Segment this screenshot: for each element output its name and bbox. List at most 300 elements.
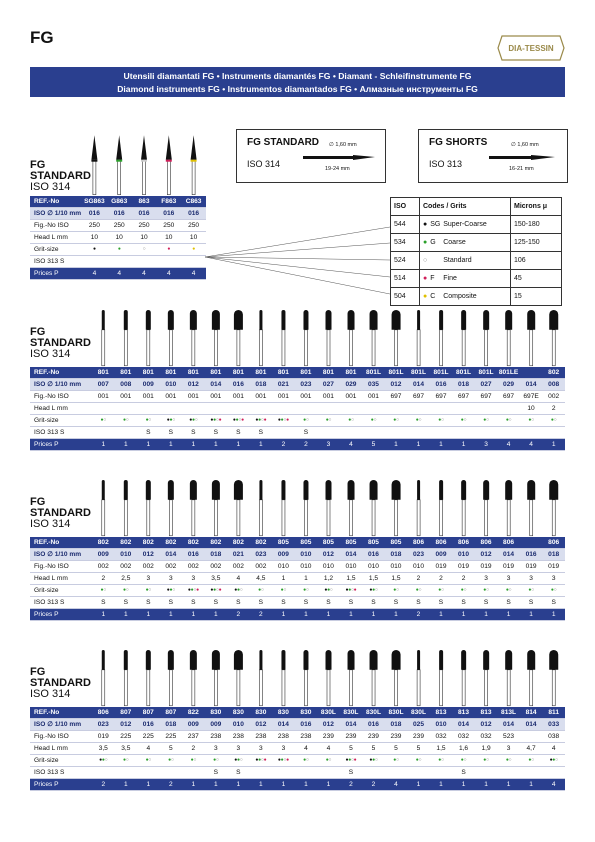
grit-dot-icon: ○ — [104, 757, 108, 763]
size-cell: 010 — [452, 549, 475, 561]
head-cell: 4 — [137, 743, 160, 755]
ref-cell: 822 — [182, 707, 205, 719]
ref-cell: 802 — [137, 537, 160, 549]
grit-dot-icon: ● — [325, 417, 329, 423]
grit-cell — [181, 244, 206, 256]
grit-dot-icon: ● — [145, 757, 149, 763]
prices-cell: 1 — [205, 439, 228, 451]
grit-dot-icon: ● — [232, 417, 236, 423]
grit-dot-icon: ○ — [553, 587, 557, 593]
ref-cell: 801 — [340, 367, 363, 379]
iso313-cell — [250, 767, 273, 779]
size-cell: 018 — [452, 379, 475, 391]
iso313-cell — [160, 767, 183, 779]
grit-dot-icon: ● — [189, 417, 192, 423]
prices-cell: 1 — [407, 779, 430, 791]
grit-cell — [317, 585, 340, 597]
head-cell: 2 — [452, 573, 475, 585]
section-title-fg: FG — [30, 326, 46, 338]
prices-cell: 1 — [272, 609, 295, 621]
row-label: Head L mm — [30, 232, 82, 244]
prices-cell: 2 — [340, 779, 363, 791]
grit-dot-icon: ○ — [395, 757, 399, 763]
fig-cell: 001 — [317, 391, 340, 403]
fig-cell: 032 — [430, 731, 453, 743]
iso313-cell: S — [362, 597, 385, 609]
grit-cell — [295, 755, 318, 767]
grit-dot-icon: ○ — [555, 757, 558, 763]
grit-cell — [295, 415, 318, 427]
iso313-cell — [295, 767, 318, 779]
grit-cell — [385, 585, 408, 597]
ref-cell: 806 — [475, 537, 498, 549]
grit-cell — [340, 585, 363, 597]
prices-cell: 1 — [227, 779, 250, 791]
grit-dot-icon: ● — [549, 757, 553, 763]
ref-cell: G863 — [107, 196, 132, 208]
head-cell: 2 — [407, 573, 430, 585]
head-cell: 3 — [520, 573, 543, 585]
bur-icon — [281, 310, 285, 366]
ref-cell: 801L — [362, 367, 385, 379]
grit-dot-icon: ● — [213, 417, 216, 423]
grit-dot-icon: ● — [101, 757, 105, 763]
grit-cell — [160, 415, 183, 427]
section-iso: ISO 314 — [30, 181, 71, 193]
iso-size-row — [30, 379, 565, 391]
grit-row — [30, 755, 565, 767]
banner-line-1: Utensili diamantati FG • Instruments diamantés FG • Diamant - Schleifinstrumente FG — [123, 71, 472, 81]
legend-code-letter: SG — [430, 221, 441, 228]
bur-icon — [326, 310, 332, 366]
size-cell: 012 — [182, 379, 205, 391]
bur-icon — [348, 650, 355, 706]
row-label: REF.-No — [30, 367, 92, 379]
fig-cell: 250 — [107, 220, 132, 232]
prices-cell: 1 — [542, 439, 565, 451]
instrument-drawings — [30, 305, 565, 367]
ref-cell: 805 — [385, 537, 408, 549]
prices-row — [30, 268, 206, 280]
prices-cell: 4 — [385, 779, 408, 791]
ref-cell: 801 — [317, 367, 340, 379]
grit-cell — [407, 585, 430, 597]
legend-microns: 150-180 — [511, 216, 562, 234]
fig-cell: 019 — [497, 561, 520, 573]
row-label: REF.-No — [30, 707, 92, 719]
grit-dot-icon: ○ — [418, 417, 422, 423]
grit-dot-icon: ○ — [260, 417, 264, 423]
grit-row — [30, 244, 206, 256]
ref-cell: 807 — [160, 707, 183, 719]
grit-dot-icon: ● — [255, 757, 259, 763]
ref-cell: 806 — [542, 537, 565, 549]
head-row — [30, 403, 565, 415]
size-cell: 035 — [362, 379, 385, 391]
head-cell — [475, 403, 498, 415]
bur-icon — [326, 480, 332, 536]
row-label: Head L mm — [30, 403, 92, 415]
grit-cell — [475, 755, 498, 767]
grit-cell — [362, 415, 385, 427]
fig-cell: 238 — [272, 731, 295, 743]
box-title: FG STANDARD — [247, 137, 320, 148]
fig-row — [30, 391, 565, 403]
grit-dot-icon: ● — [187, 587, 191, 593]
row-label: ISO 313 S — [30, 427, 92, 439]
bur-icon — [259, 480, 262, 536]
head-cell — [340, 403, 363, 415]
grit-dot-icon: ● — [423, 275, 428, 282]
legend-header-iso: ISO — [391, 198, 420, 216]
banner-line-2: Diamond instruments FG • Instrumentos diamantados FG • Алмазные инструменты FG — [117, 84, 478, 94]
grit-dot-icon: ● — [528, 757, 532, 763]
grit-dot-icon: ○ — [441, 417, 444, 423]
ref-cell: 830L — [407, 707, 430, 719]
head-cell: 10 — [520, 403, 543, 415]
svg-text:DIA-TESSIN: DIA-TESSIN — [508, 44, 554, 53]
bur-icon — [190, 310, 197, 366]
row-label: ISO ∅ 1/10 mm — [30, 208, 82, 220]
iso313-cell — [272, 427, 295, 439]
prices-cell: 1 — [317, 779, 340, 791]
grit-cell — [160, 755, 183, 767]
fig-cell: 010 — [272, 561, 295, 573]
head-cell: 3 — [497, 573, 520, 585]
head-cell: 1 — [272, 573, 295, 585]
prices-cell: 1 — [115, 779, 138, 791]
ref-cell: 802 — [92, 537, 115, 549]
size-cell: 010 — [227, 719, 250, 731]
grit-dot-icon: ● — [369, 757, 373, 763]
row-label: ISO 313 S — [30, 256, 82, 268]
grit-dot-icon: ○ — [531, 417, 534, 423]
head-cell: 2 — [92, 573, 115, 585]
grit-dot-icon: ● — [234, 587, 237, 593]
prices-cell: 4 — [497, 439, 520, 451]
fig-cell: 002 — [137, 561, 160, 573]
grit-cell — [362, 755, 385, 767]
grit-cell — [497, 585, 520, 597]
bur-icon — [303, 650, 308, 706]
head-cell: 3 — [137, 573, 160, 585]
iso313-cell — [475, 427, 498, 439]
prices-cell: 5 — [362, 439, 385, 451]
prices-cell: 4 — [82, 268, 107, 280]
ref-cell: 813 — [475, 707, 498, 719]
iso313-cell — [520, 767, 543, 779]
prices-cell: 1 — [227, 439, 250, 451]
ref-cell: 807 — [137, 707, 160, 719]
size-cell: 018 — [160, 719, 183, 731]
legend-grit-name: Fine — [443, 275, 457, 282]
grit-cell — [340, 755, 363, 767]
size-cell: 023 — [295, 379, 318, 391]
size-cell: 014 — [160, 549, 183, 561]
ref-cell: 830L — [317, 707, 340, 719]
head-cell — [452, 403, 475, 415]
grit-dot-icon: ○ — [418, 757, 422, 763]
size-cell: 010 — [430, 719, 453, 731]
iso313-row — [30, 597, 565, 609]
grit-row — [30, 585, 565, 597]
grit-cell — [137, 585, 160, 597]
iso313-cell — [115, 427, 138, 439]
bur-icon — [439, 480, 443, 536]
row-label: ISO ∅ 1/10 mm — [30, 549, 92, 561]
bur-icon — [483, 310, 489, 366]
iso313-row — [30, 427, 565, 439]
fig-cell: 002 — [92, 561, 115, 573]
bur-icon — [124, 480, 128, 536]
iso313-cell: S — [205, 767, 228, 779]
size-cell: 016 — [362, 549, 385, 561]
size-cell: 007 — [92, 379, 115, 391]
grit-dot-icon: ● — [93, 246, 96, 252]
size-cell: 014 — [452, 719, 475, 731]
grit-cell — [430, 415, 453, 427]
grit-cell — [295, 585, 318, 597]
bur-icon — [549, 480, 558, 536]
prices-cell: 1 — [182, 609, 205, 621]
iso313-cell — [430, 427, 453, 439]
row-label: Grit-size — [30, 755, 92, 767]
grit-dot-icon: ● — [393, 757, 396, 763]
grit-dot-icon: ○ — [463, 587, 467, 593]
grit-cell — [407, 755, 430, 767]
box-iso: ISO 314 — [247, 159, 281, 169]
prices-cell: 1 — [137, 439, 160, 451]
instrument-drawings — [30, 130, 206, 196]
grit-cell — [205, 585, 228, 597]
size-cell: 012 — [317, 549, 340, 561]
grit-cell — [497, 755, 520, 767]
head-cell: 10 — [107, 232, 132, 244]
grit-cell — [272, 415, 295, 427]
iso313-cell — [452, 427, 475, 439]
fig-cell: 001 — [295, 391, 318, 403]
bur-icon — [348, 480, 355, 536]
legend-code-letter: G — [430, 239, 436, 246]
prices-cell: 1 — [250, 779, 273, 791]
bur-icon — [505, 310, 512, 366]
ref-cell: 805 — [362, 537, 385, 549]
fig-cell: 032 — [452, 731, 475, 743]
grit-dot-icon: ● — [218, 587, 222, 593]
grit-cell — [430, 755, 453, 767]
grit-dot-icon: ● — [483, 587, 487, 593]
section-title-standard: STANDARD — [30, 507, 91, 519]
fig-cell: 001 — [340, 391, 363, 403]
grit-dot-icon: ○ — [125, 417, 129, 423]
fig-cell: 038 — [542, 731, 565, 743]
size-cell: 012 — [475, 549, 498, 561]
head-row — [30, 232, 206, 244]
grit-cell — [205, 415, 228, 427]
grit-cell — [385, 755, 408, 767]
grit-dot-icon: ● — [460, 587, 464, 593]
grit-dot-icon: ● — [218, 417, 222, 423]
prices-cell: 4 — [542, 779, 565, 791]
grit-dot-icon: ● — [415, 757, 419, 763]
head-cell: 3 — [205, 743, 228, 755]
grit-dot-icon: ● — [460, 757, 464, 763]
ref-cell: 801L — [385, 367, 408, 379]
head-cell — [250, 403, 273, 415]
prices-cell: 4 — [132, 268, 157, 280]
ref-cell: 801L — [407, 367, 430, 379]
page-title: FG — [30, 28, 54, 47]
head-cell — [407, 403, 430, 415]
ref-cell: 801L — [430, 367, 453, 379]
iso313-cell: S — [295, 597, 318, 609]
ref-cell: 813 — [452, 707, 475, 719]
grit-dot-icon: ● — [263, 757, 267, 763]
iso313-cell: S — [295, 427, 318, 439]
grit-dot-icon: ○ — [350, 757, 354, 763]
prices-row — [30, 779, 565, 791]
bur-icon — [281, 480, 285, 536]
bur-icon — [370, 650, 378, 706]
size-cell: 012 — [137, 549, 160, 561]
grit-dot-icon: ● — [190, 587, 194, 593]
section-title-fg: FG — [30, 496, 46, 508]
iso313-cell: S — [497, 597, 520, 609]
grit-cell — [92, 585, 115, 597]
size-cell: 008 — [542, 379, 565, 391]
bur-icon — [439, 650, 443, 706]
legend-microns: 45 — [511, 270, 562, 288]
ref-cell: 802 — [250, 537, 273, 549]
prices-cell: 1 — [385, 439, 408, 451]
iso313-cell: S — [137, 427, 160, 439]
grit-dot-icon: ○ — [486, 757, 489, 763]
grit-dot-icon: ● — [303, 757, 306, 763]
grit-dot-icon: ● — [438, 757, 441, 763]
grit-cell — [92, 755, 115, 767]
size-cell: 012 — [317, 719, 340, 731]
grit-cell — [317, 755, 340, 767]
fig-cell: 019 — [520, 561, 543, 573]
grit-dot-icon: ○ — [374, 757, 378, 763]
grit-cell — [272, 585, 295, 597]
prices-cell: 1 — [137, 779, 160, 791]
grit-cell — [107, 244, 132, 256]
grit-dot-icon: ● — [210, 587, 214, 593]
grit-dot-icon: ● — [210, 417, 214, 423]
fig-cell: 019 — [92, 731, 115, 743]
grit-dot-icon: ● — [166, 417, 170, 423]
fig-cell: 697 — [430, 391, 453, 403]
iso-size-row — [30, 719, 565, 731]
fig-cell: 001 — [137, 391, 160, 403]
grit-cell — [497, 415, 520, 427]
bur-icon — [505, 650, 512, 706]
grit-dot-icon: ● — [280, 417, 284, 423]
grit-dot-icon: ● — [166, 587, 170, 593]
bur-icon — [417, 310, 420, 366]
head-cell: 1,2 — [317, 573, 340, 585]
ref-cell: F863 — [156, 196, 181, 208]
row-label: Grit-size — [30, 244, 82, 256]
prices-cell: 1 — [317, 609, 340, 621]
iso313-cell: S — [452, 767, 475, 779]
legend-grit-name: Standard — [443, 257, 472, 264]
legend-grit-name: Coarse — [443, 239, 466, 246]
iso313-row — [30, 256, 206, 268]
grit-cell — [132, 244, 157, 256]
iso313-cell — [272, 767, 295, 779]
head-cell — [182, 403, 205, 415]
grit-dot-icon: ● — [327, 587, 330, 593]
prices-cell: 1 — [362, 609, 385, 621]
fig-cell: 002 — [182, 561, 205, 573]
size-cell: 016 — [82, 208, 107, 220]
iso313-cell: S — [340, 767, 363, 779]
grit-dot-icon: ● — [234, 757, 237, 763]
grit-cell — [407, 415, 430, 427]
bur-icon — [102, 480, 105, 536]
bur-icon — [461, 650, 466, 706]
bur-icon — [417, 650, 420, 706]
head-cell — [385, 403, 408, 415]
grit-dot-icon: ● — [348, 757, 351, 763]
size-cell: 009 — [137, 379, 160, 391]
ref-cell: 801 — [250, 367, 273, 379]
head-cell: 10 — [181, 232, 206, 244]
iso313-cell — [115, 767, 138, 779]
grit-dot-icon: ● — [353, 757, 357, 763]
fig-cell: 002 — [160, 561, 183, 573]
grit-cell — [520, 415, 543, 427]
bur-icon — [146, 310, 151, 366]
head-cell: 4,7 — [520, 743, 543, 755]
grit-dot-icon: ● — [415, 587, 419, 593]
prices-cell: 1 — [385, 609, 408, 621]
grit-dot-icon: ○ — [260, 587, 264, 593]
grit-dot-icon: ● — [528, 417, 532, 423]
ref-cell: 806 — [430, 537, 453, 549]
ref-cell: 805 — [340, 537, 363, 549]
size-cell: 010 — [295, 549, 318, 561]
ref-cell: 802 — [160, 537, 183, 549]
grit-dot-icon: ● — [372, 587, 375, 593]
head-cell: 2 — [542, 403, 565, 415]
prices-cell: 1 — [475, 609, 498, 621]
ref-row — [30, 707, 565, 719]
grit-dot-icon: ○ — [395, 417, 399, 423]
fig-cell: 019 — [430, 561, 453, 573]
bur-icon — [549, 650, 558, 706]
head-cell: 3 — [542, 573, 565, 585]
head-cell — [205, 403, 228, 415]
section-title-fg: FG — [30, 666, 46, 678]
grit-dot-icon: ● — [393, 587, 396, 593]
prices-cell: 1 — [430, 439, 453, 451]
grit-dot-icon: ● — [325, 757, 329, 763]
prices-cell: 1 — [475, 779, 498, 791]
size-cell: 016 — [430, 379, 453, 391]
grit-cell — [272, 755, 295, 767]
bur-icon — [102, 310, 105, 366]
grit-dot-icon: ○ — [103, 587, 106, 593]
grit-dot-icon: ○ — [283, 587, 287, 593]
grit-dot-icon: ○ — [194, 417, 198, 423]
ref-cell: 813 — [430, 707, 453, 719]
bur-icon — [505, 480, 512, 536]
grit-dot-icon: ● — [99, 757, 102, 763]
grit-cell — [475, 415, 498, 427]
